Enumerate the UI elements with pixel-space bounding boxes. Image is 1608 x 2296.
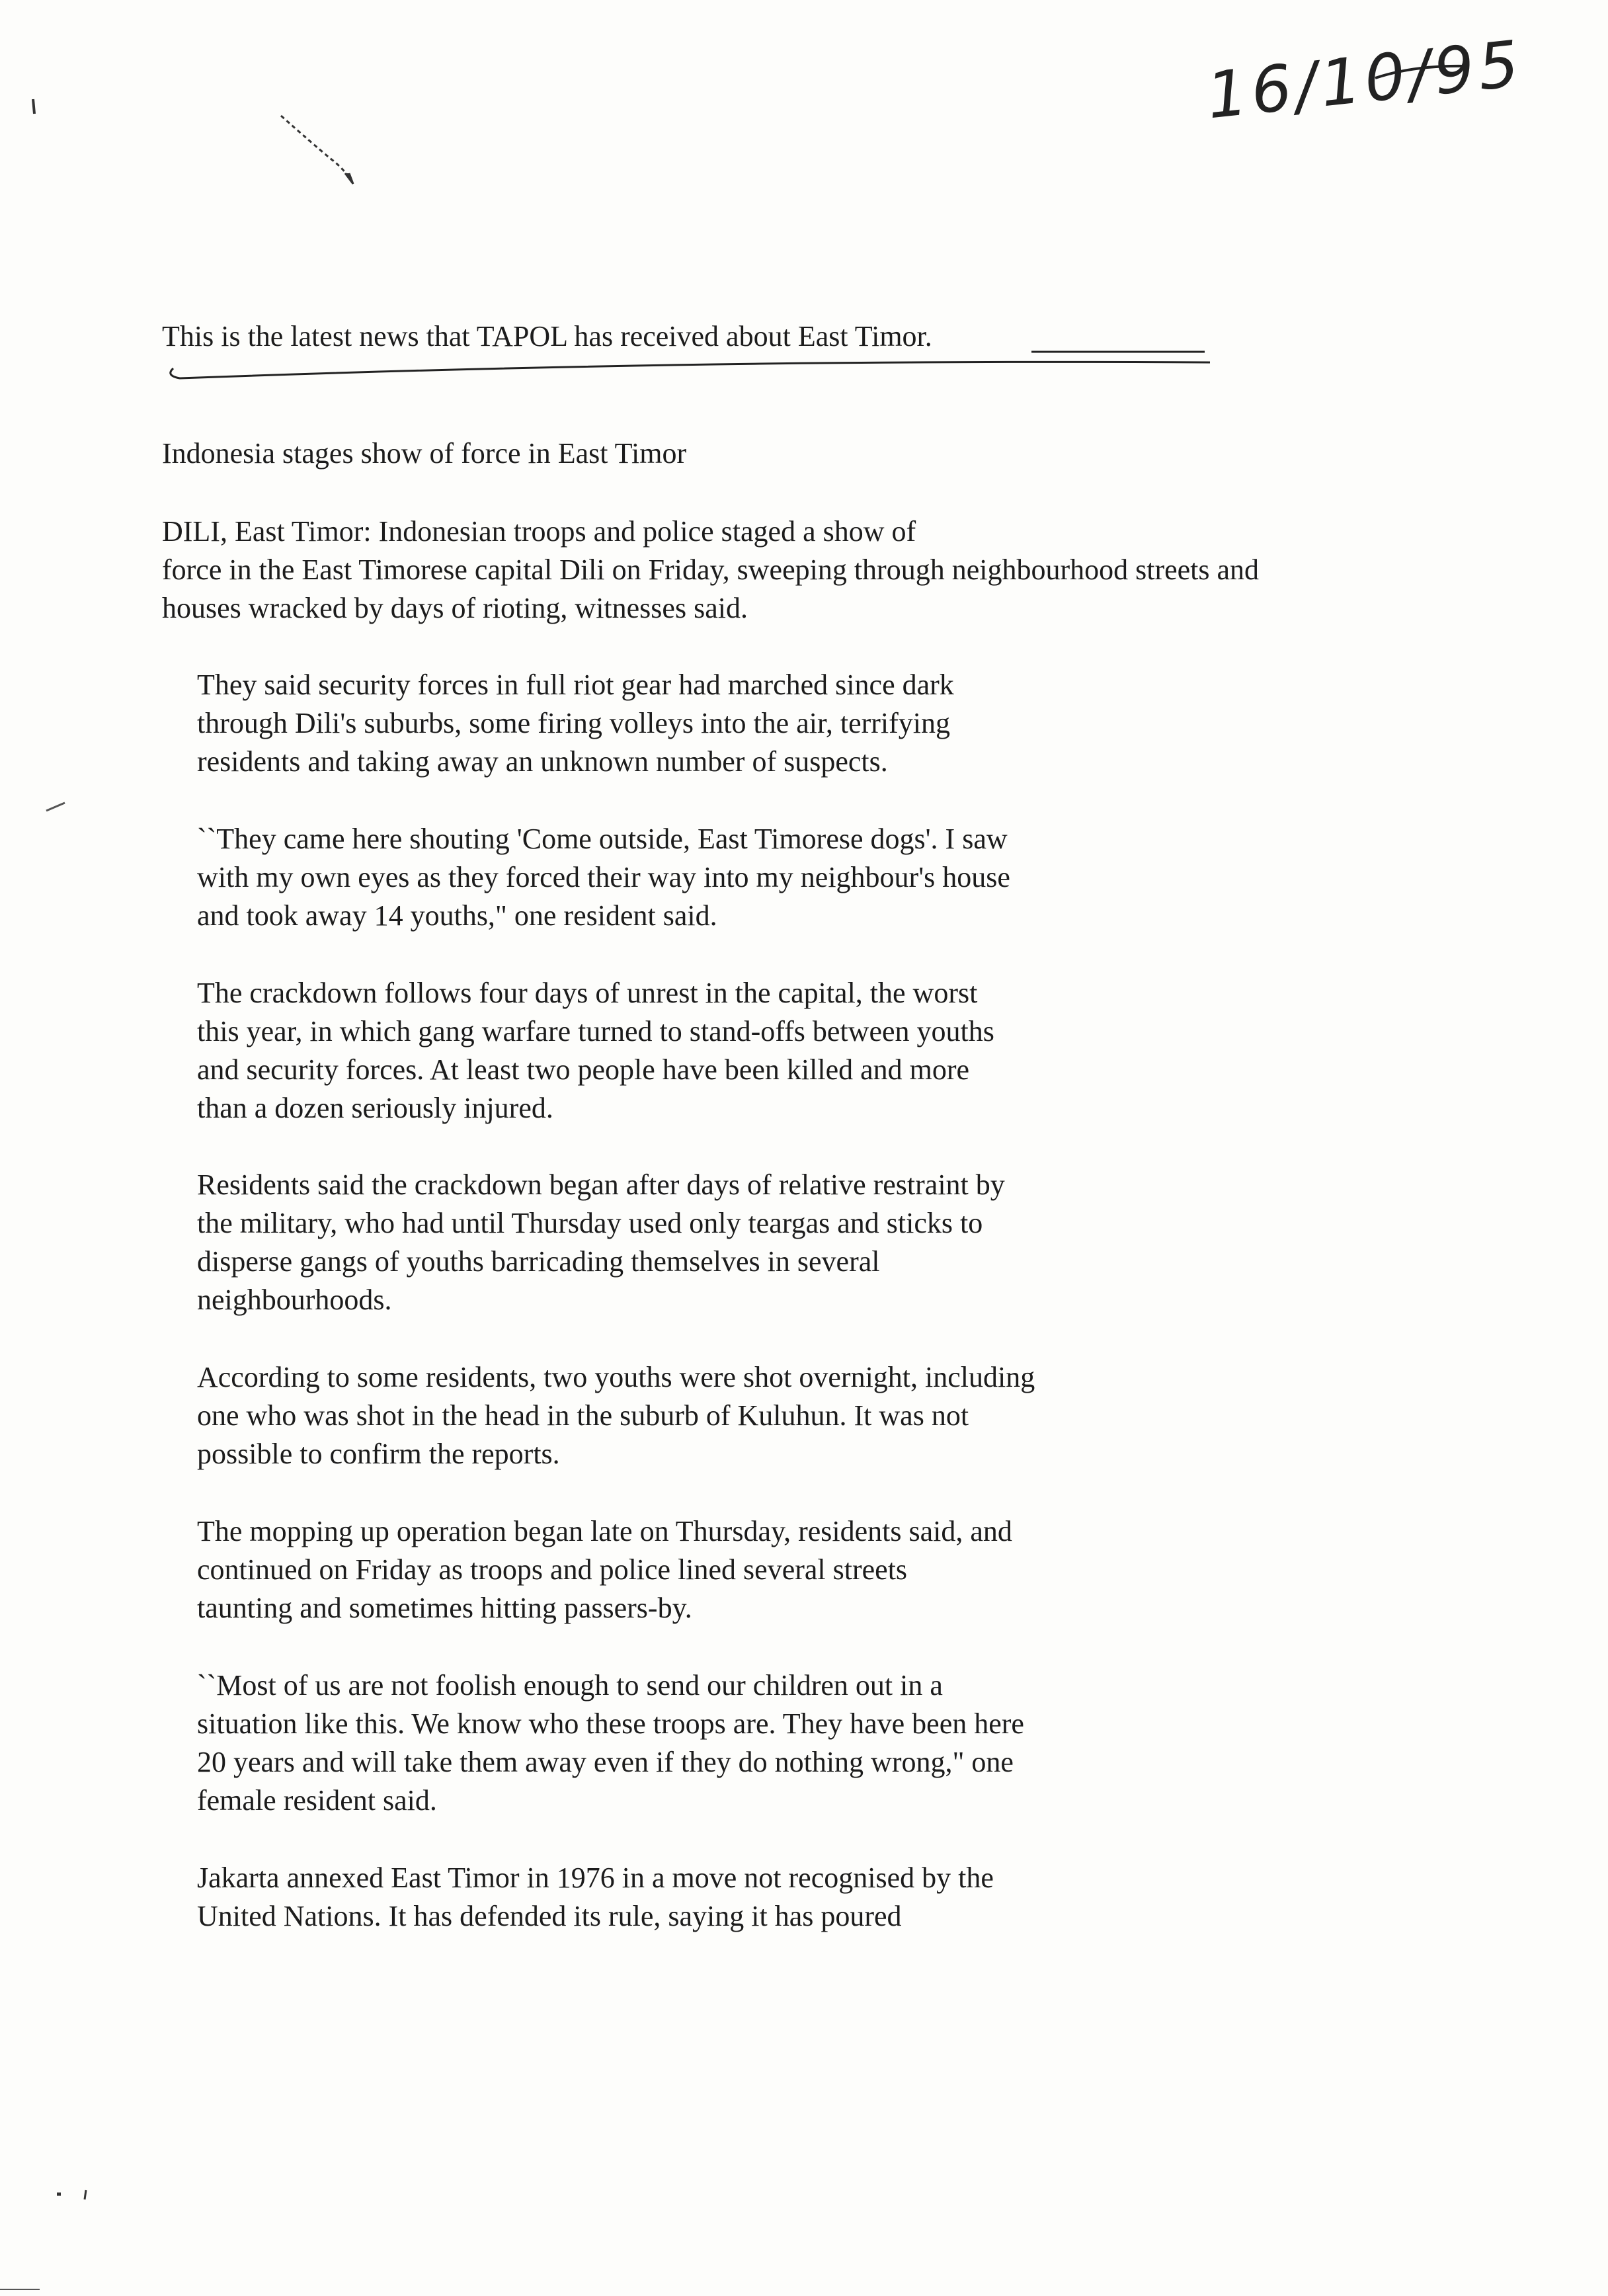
paragraph-line: and took away 14 youths," one resident said.: [197, 899, 717, 932]
intro-handwritten-underline: [171, 362, 1210, 378]
scan-mark-bottom-2: [85, 2190, 86, 2199]
paragraph-line: one who was shot in the head in the suburb of Kuluhun. It was not: [197, 1399, 969, 1432]
handwritten-arrow-mark: [281, 116, 350, 180]
paragraph-line: the military, who had until Thursday used only teargas and sticks to: [197, 1207, 983, 1239]
intro-line: This is the latest news that TAPOL has received about East Timor.: [162, 320, 932, 352]
paragraph-line: and security forces. At least two people have been killed and more: [197, 1053, 970, 1086]
paragraph-line: United Nations. It has defended its rule, saying it has poured: [197, 1900, 902, 1932]
paragraph-line: continued on Friday as troops and police lined several streets: [197, 1553, 908, 1586]
paragraph-line: female resident said.: [197, 1784, 437, 1817]
paragraph-line: Jakarta annexed East Timor in 1976 in a move not recognised by the: [197, 1862, 994, 1894]
paragraph-line: neighbourhoods.: [197, 1284, 392, 1316]
lead-line: force in the East Timorese capital Dili on Friday, sweeping through neighbourhood streets and: [162, 554, 1260, 586]
lead-line: houses wracked by days of rioting, witnesses said.: [162, 592, 748, 624]
scan-mark-left-2: [46, 803, 65, 811]
paragraph-line: than a dozen seriously injured.: [197, 1092, 553, 1124]
paragraph-line: They said security forces in full riot gear had marched since dark: [197, 669, 954, 701]
article-headline: Indonesia stages show of force in East Timor: [162, 437, 687, 470]
paragraph-line: possible to confirm the reports.: [197, 1438, 560, 1470]
handwritten-arrow-tip: [345, 173, 353, 184]
scan-mark-left-1: [33, 99, 34, 114]
paragraph-line: The mopping up operation began late on Thursday, residents said, and: [197, 1515, 1012, 1547]
paragraph-line: with my own eyes as they forced their way into my neighbour's house: [197, 861, 1010, 893]
lead-line: DILI, East Timor: Indonesian troops and police staged a show of: [162, 515, 916, 548]
paragraph-line: disperse gangs of youths barricading themselves in several: [197, 1245, 880, 1278]
paragraph-line: situation like this. We know who these troops are. They have been here: [197, 1707, 1024, 1740]
paragraph-line: ``Most of us are not foolish enough to send our children out in a: [197, 1669, 943, 1702]
paragraph-line: 20 years and will take them away even if they do nothing wrong," one: [197, 1746, 1014, 1778]
paragraph-line: According to some residents, two youths were shot overnight, including: [197, 1361, 1035, 1393]
paragraph-line: taunting and sometimes hitting passers-by.: [197, 1592, 692, 1624]
paragraph-line: this year, in which gang warfare turned to stand-offs between youths: [197, 1015, 994, 1047]
paragraph-line: residents and taking away an unknown number of suspects.: [197, 745, 888, 778]
paragraph-line: Residents said the crackdown began after days of relative restraint by: [197, 1168, 1005, 1201]
paragraph-line: ``They came here shouting 'Come outside, East Timorese dogs'. I saw: [197, 823, 1008, 855]
handwritten-date: 16/10/95: [1203, 26, 1527, 134]
paragraph-line: through Dili's suburbs, some firing volleys into the air, terrifying: [197, 707, 951, 739]
paragraph-line: The crackdown follows four days of unrest in the capital, the worst: [197, 977, 978, 1009]
